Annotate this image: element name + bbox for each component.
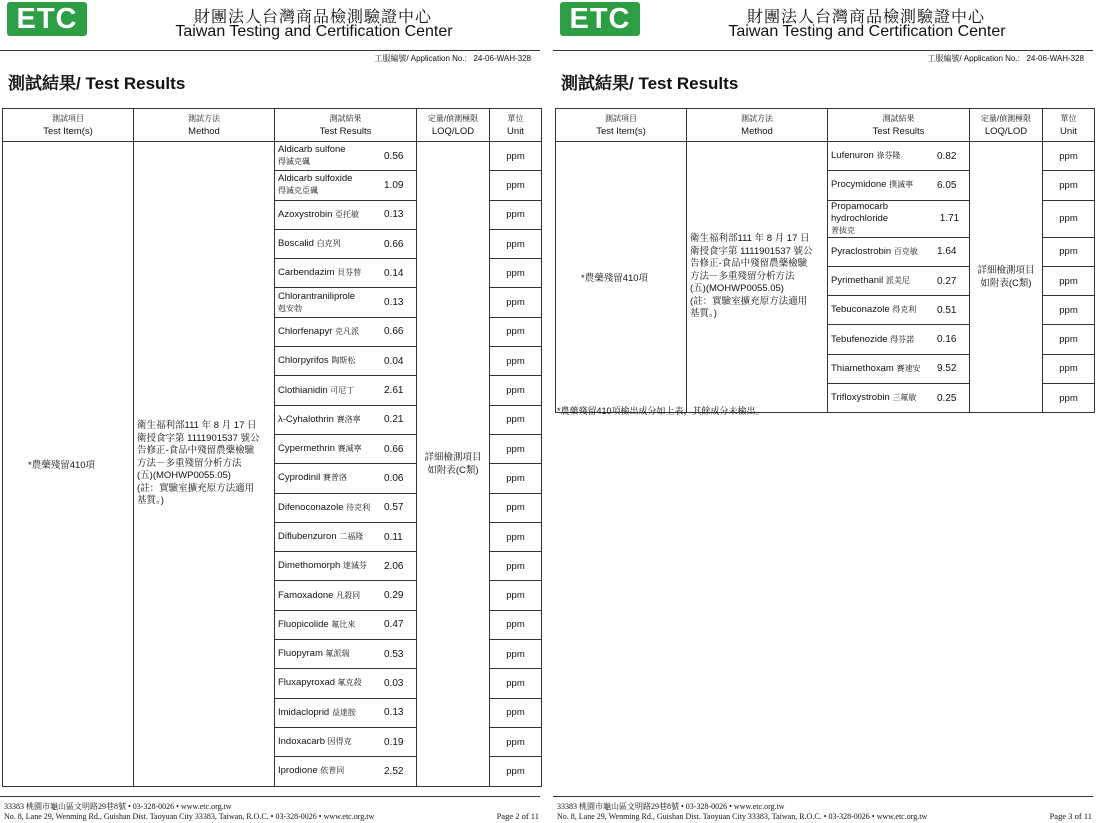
analyte-name-en: Pyrimethanil xyxy=(831,275,884,287)
analyte-cell xyxy=(828,200,970,237)
unit-cell: ppm xyxy=(490,434,542,463)
org-name-cn: 財團法人台灣商品檢測驗證中心 xyxy=(746,7,985,26)
method-line: 衛授食字第 1111901537 號公 xyxy=(137,432,260,444)
table-header-row xyxy=(556,109,1095,142)
analyte-name-cn: 二福隆 xyxy=(339,532,364,541)
analyte-name-cn: 得滅克碸 xyxy=(278,157,310,167)
application-number: 工服編號/ Application No.: 24-06-WAH-328 xyxy=(374,54,531,63)
footer-address-en: No. 8, Lane 29, Wenming Rd., Guishan Dist. Taoyuan City 33383, Taiwan, R.O.C. • 03-328-0026 • www.etc.org.tw xyxy=(4,812,375,821)
analyte-value: 2.52 xyxy=(384,765,404,777)
analyte-name-en: Aldicarb sulfoxide xyxy=(278,173,353,185)
analyte-value: 0.14 xyxy=(384,267,404,279)
analyte-value: 0.66 xyxy=(384,326,404,338)
analyte-name xyxy=(278,765,344,777)
analyte-value: 0.13 xyxy=(384,209,404,221)
unit-cell: ppm xyxy=(490,581,542,610)
analyte-cell xyxy=(275,757,417,786)
loq-cell xyxy=(970,142,1043,413)
page-number: Page 2 of 11 xyxy=(496,811,539,821)
analyte-name-en: Indoxacarb xyxy=(278,736,326,748)
analyte-name-en: Diflubenzuron xyxy=(278,531,337,542)
unit-cell: ppm xyxy=(1043,266,1095,295)
analyte-name-en: Propamocarb hydrochloride xyxy=(831,200,889,224)
unit-cell: ppm xyxy=(490,200,542,229)
analyte-name-cn: 賽滅寧 xyxy=(337,444,362,454)
analyte-name-cn: 普拔克 xyxy=(831,225,855,235)
analyte-value: 0.25 xyxy=(937,392,957,404)
analyte-name-cn: 剋安勃 xyxy=(278,303,302,313)
analyte-name-cn: 賽速安 xyxy=(896,363,921,373)
report-page-2 xyxy=(0,0,545,823)
analyte-name-en: Iprodione xyxy=(278,765,318,777)
analyte-name xyxy=(831,275,910,287)
unit-cell: ppm xyxy=(1043,296,1095,325)
loq-line: 詳細檢測項目 xyxy=(424,451,482,463)
method-cell xyxy=(134,142,275,787)
application-number: 工服編號/ Application No.: 24-06-WAH-328 xyxy=(927,54,1084,63)
analyte-cell xyxy=(275,669,417,698)
analyte-name-cn: 克凡派 xyxy=(335,326,360,336)
analyte-name-cn: 白克列 xyxy=(316,239,341,249)
analyte-cell xyxy=(828,266,970,295)
col-method: 測試方法 Method xyxy=(134,109,275,142)
analyte-cell xyxy=(828,296,970,325)
analyte-name-cn: 因得克 xyxy=(327,737,352,747)
analyte-name-cn: 益達胺 xyxy=(331,707,356,717)
analyte-value: 0.19 xyxy=(384,736,404,748)
unit-cell: ppm xyxy=(490,376,542,405)
results-table xyxy=(2,108,542,787)
unit-cell: ppm xyxy=(490,698,542,727)
org-name-en: Taiwan Testing and Certification Center xyxy=(728,23,1006,40)
analyte-value: 1.64 xyxy=(937,246,957,258)
analyte-name-en: Azoxystrobin xyxy=(278,208,333,220)
analyte-name-en: λ-Cyhalothrin xyxy=(278,413,334,425)
analyte-name-en: Chlorpyrifos xyxy=(278,355,329,367)
analyte-name xyxy=(278,209,359,221)
analyte-name-en: Cypermethrin xyxy=(278,443,336,455)
analyte-value: 0.13 xyxy=(384,297,404,309)
analyte-name xyxy=(278,414,361,426)
analyte-cell xyxy=(275,698,417,727)
analyte-value: 0.66 xyxy=(384,443,404,455)
header-divider xyxy=(0,50,540,51)
analyte-name xyxy=(278,619,355,631)
analyte-cell xyxy=(275,259,417,288)
analyte-name xyxy=(831,246,918,258)
analyte-value: 0.27 xyxy=(937,275,957,287)
method-line: 基質。) xyxy=(690,308,717,320)
analyte-name-cn: 派美尼 xyxy=(885,276,910,286)
analyte-name-en: Imidacloprid xyxy=(278,706,330,718)
test-item-cell: *農藥殘留410項 xyxy=(3,142,134,787)
analyte-name xyxy=(278,531,363,543)
org-name-en: Taiwan Testing and Certification Center xyxy=(175,23,453,40)
analyte-name xyxy=(831,334,914,346)
table-row xyxy=(556,142,1095,171)
analyte-name xyxy=(831,201,938,237)
unit-cell: ppm xyxy=(1043,171,1095,200)
analyte-name-cn: 氟派瑞 xyxy=(325,649,350,659)
loq-line: 如附表(C類) xyxy=(980,278,1032,290)
analyte-name-en: Tebufenozide xyxy=(831,333,888,345)
unit-cell: ppm xyxy=(1043,354,1095,383)
analyte-name-en: Trifloxystrobin xyxy=(831,392,890,404)
analyte-name xyxy=(278,355,355,367)
results-note: *農藥殘留410項檢出成分如上表，其餘成分未檢出。 xyxy=(557,406,765,416)
analyte-name-cn: 凡殺同 xyxy=(336,590,361,600)
analyte-name-en: Chlorantraniliprole xyxy=(278,290,356,302)
analyte-cell xyxy=(275,464,417,493)
analyte-name xyxy=(278,590,360,602)
analyte-name xyxy=(278,173,352,197)
footer-address-cn: 33383 桃園市龜山區文明路29巷8號 • 03-328-0026 • www.etc.org.tw xyxy=(557,802,785,811)
analyte-name xyxy=(278,560,367,572)
analyte-name-cn: 氟比來 xyxy=(331,619,356,629)
method-line: (註：實驗室擴充原方法適用 xyxy=(690,295,808,307)
col-method: 測試方法 Method xyxy=(687,109,828,142)
unit-cell: ppm xyxy=(490,405,542,434)
analyte-name-en: Procymidone xyxy=(831,179,887,191)
unit-cell: ppm xyxy=(490,288,542,317)
analyte-name xyxy=(278,502,370,514)
col-unit: 單位 Unit xyxy=(1043,109,1095,142)
header-divider xyxy=(553,50,1093,51)
analyte-name-en: Boscalid xyxy=(278,238,314,250)
analyte-name-en: Pyraclostrobin xyxy=(831,245,892,257)
analyte-cell xyxy=(275,376,417,405)
analyte-cell xyxy=(275,171,417,200)
analyte-name-cn: 亞托敏 xyxy=(335,209,360,219)
unit-cell: ppm xyxy=(490,464,542,493)
analyte-name-en: Clothianidin xyxy=(278,384,328,396)
analyte-name-en: Fluopicolide xyxy=(278,618,329,630)
analyte-value: 9.52 xyxy=(937,363,957,375)
analyte-name-cn: 陶斯松 xyxy=(331,356,356,366)
analyte-cell xyxy=(275,727,417,756)
analyte-name-cn: 貝芬替 xyxy=(337,268,362,278)
analyte-cell xyxy=(828,325,970,354)
loq-line: 如附表(C類) xyxy=(427,464,479,476)
analyte-name xyxy=(278,267,361,279)
method-cell xyxy=(687,142,828,413)
org-name-cn: 財團法人台灣商品檢測驗證中心 xyxy=(193,7,432,26)
analyte-name-cn: 得克利 xyxy=(892,305,917,315)
analyte-name-cn: 依普同 xyxy=(320,766,345,776)
analyte-name xyxy=(831,363,920,375)
col-test-results: 測試結果 Test Results xyxy=(828,109,970,142)
analyte-value: 0.16 xyxy=(937,334,957,346)
analyte-value: 0.13 xyxy=(384,707,404,719)
unit-cell: ppm xyxy=(490,757,542,786)
analyte-name-en: Aldicarb sulfone xyxy=(278,144,346,156)
loq-cell xyxy=(417,142,490,787)
footer-divider xyxy=(553,796,1093,797)
table-header-row xyxy=(3,109,542,142)
analyte-cell xyxy=(828,354,970,383)
unit-cell: ppm xyxy=(1043,237,1095,266)
analyte-name xyxy=(831,304,916,316)
analyte-cell xyxy=(275,581,417,610)
unit-cell: ppm xyxy=(490,493,542,522)
analyte-name-cn: 氟克殺 xyxy=(337,678,362,688)
analyte-name-en: Dimethomorph xyxy=(278,560,341,572)
method-line: 方法－多重殘留分析方法 xyxy=(137,457,242,469)
analyte-name-cn: 待克利 xyxy=(346,502,371,512)
etc-logo: ETC xyxy=(7,2,87,36)
footer-address-cn: 33383 桃園市龜山區文明路29巷8號 • 03-328-0026 • www.etc.org.tw xyxy=(4,802,232,811)
analyte-cell xyxy=(275,288,417,317)
unit-cell: ppm xyxy=(490,142,542,171)
analyte-value: 0.11 xyxy=(384,531,403,543)
analyte-cell xyxy=(275,405,417,434)
footer-address-en: No. 8, Lane 29, Wenming Rd., Guishan Dist. Taoyuan City 33383, Taiwan, R.O.C. • 03-328-0026 • www.etc.org.tw xyxy=(557,812,928,821)
analyte-name xyxy=(278,707,356,719)
analyte-name-en: Famoxadone xyxy=(278,589,334,601)
analyte-value: 0.06 xyxy=(384,472,404,484)
method-line: (五)(MOHWP0055.05) xyxy=(690,283,784,295)
analyte-cell xyxy=(275,229,417,258)
analyte-name-cn: 可尼丁 xyxy=(330,385,355,395)
unit-cell: ppm xyxy=(1043,325,1095,354)
col-test-item: 測試項目 Test Item(s) xyxy=(556,109,687,142)
unit-cell: ppm xyxy=(490,522,542,551)
unit-cell: ppm xyxy=(490,640,542,669)
unit-cell: ppm xyxy=(490,317,542,346)
analyte-name xyxy=(831,179,913,191)
analyte-name-en: Carbendazim xyxy=(278,267,335,279)
analyte-name xyxy=(278,238,341,250)
analyte-cell xyxy=(275,552,417,581)
analyte-name-cn: 得芬諾 xyxy=(890,334,915,344)
results-table xyxy=(555,108,1095,413)
col-loq-lod: 定量/偵測極限 LOQ/LOD xyxy=(970,109,1043,142)
analyte-name-en: Fluopyram xyxy=(278,648,323,660)
unit-cell: ppm xyxy=(1043,200,1095,237)
analyte-value: 0.57 xyxy=(384,502,404,514)
page-number: Page 3 of 11 xyxy=(1049,811,1092,821)
col-unit: 單位 Unit xyxy=(490,109,542,142)
unit-cell: ppm xyxy=(490,171,542,200)
unit-cell: ppm xyxy=(490,727,542,756)
analyte-name-en: Tebuconazole xyxy=(831,304,890,316)
analyte-name-cn: 得滅克亞碸 xyxy=(278,186,318,196)
analyte-cell xyxy=(275,347,417,376)
analyte-name xyxy=(278,144,346,168)
analyte-value: 0.66 xyxy=(384,238,404,250)
test-item-cell: *農藥殘留410項 xyxy=(556,142,687,413)
results-title: 測試結果/ Test Results xyxy=(561,74,739,93)
analyte-name-en: Difenoconazole xyxy=(278,501,344,513)
analyte-cell xyxy=(275,142,417,171)
results-title: 測試結果/ Test Results xyxy=(8,74,186,93)
analyte-name-cn: 撲滅寧 xyxy=(889,180,914,190)
analyte-cell xyxy=(275,200,417,229)
analyte-name xyxy=(278,385,354,397)
analyte-name-en: Fluxapyroxad xyxy=(278,677,336,689)
analyte-name-cn: 祿芬隆 xyxy=(876,151,901,161)
analyte-cell xyxy=(828,142,970,171)
analyte-name xyxy=(278,677,362,689)
analyte-value: 1.09 xyxy=(384,179,404,191)
method-line: 方法－多重殘留分析方法 xyxy=(690,270,795,282)
unit-cell: ppm xyxy=(490,669,542,698)
col-loq-lod: 定量/偵測極限 LOQ/LOD xyxy=(417,109,490,142)
analyte-name-cn: 達滅芬 xyxy=(342,561,367,571)
analyte-name xyxy=(278,736,352,748)
analyte-value: 0.03 xyxy=(384,677,404,689)
analyte-cell xyxy=(828,384,970,413)
analyte-value: 2.61 xyxy=(384,385,404,397)
analyte-name-cn: 賽普洛 xyxy=(322,473,347,483)
method-line: 衛授食字第 1111901537 號公 xyxy=(690,245,813,257)
analyte-cell xyxy=(275,493,417,522)
analyte-value: 0.51 xyxy=(937,304,957,316)
analyte-value: 0.56 xyxy=(384,150,404,162)
analyte-name xyxy=(278,472,347,484)
analyte-cell xyxy=(275,610,417,639)
analyte-name-cn: 三氟敏 xyxy=(892,393,917,403)
analyte-value: 0.53 xyxy=(384,648,404,660)
unit-cell: ppm xyxy=(490,610,542,639)
analyte-name-cn: 賽洛寧 xyxy=(336,414,361,424)
analyte-name xyxy=(278,326,359,338)
method-line: 衛生福利部111 年 8 月 17 日 xyxy=(137,420,257,432)
analyte-cell xyxy=(828,237,970,266)
method-line: 告修正-食品中殘留農藥檢驗 xyxy=(137,445,255,457)
unit-cell: ppm xyxy=(1043,142,1095,171)
analyte-name xyxy=(278,443,362,455)
unit-cell: ppm xyxy=(1043,384,1095,413)
analyte-value: 0.82 xyxy=(937,150,957,162)
analyte-value: 0.29 xyxy=(384,590,404,602)
method-line: (註：實驗室擴充原方法適用 xyxy=(137,482,255,494)
analyte-name xyxy=(831,392,916,404)
method-line: 衛生福利部111 年 8 月 17 日 xyxy=(690,233,810,245)
analyte-name-en: Lufenuron xyxy=(831,150,874,162)
unit-cell: ppm xyxy=(490,229,542,258)
analyte-name xyxy=(831,150,900,162)
analyte-cell xyxy=(275,317,417,346)
analyte-value: 1.71 xyxy=(939,213,960,225)
analyte-value: 2.06 xyxy=(384,560,404,572)
analyte-value: 0.21 xyxy=(384,414,404,426)
table-row xyxy=(3,142,542,171)
unit-cell: ppm xyxy=(490,347,542,376)
report-page-3 xyxy=(553,0,1098,823)
method-line: 告修正-食品中殘留農藥檢驗 xyxy=(690,258,808,270)
analyte-value: 6.05 xyxy=(937,179,957,191)
loq-line: 詳細檢測項目 xyxy=(977,265,1035,277)
analyte-name-en: Thiamethoxam xyxy=(831,362,894,374)
analyte-name-cn: 百克敏 xyxy=(893,246,918,256)
unit-cell: ppm xyxy=(490,552,542,581)
analyte-cell xyxy=(275,640,417,669)
etc-logo: ETC xyxy=(560,2,640,36)
analyte-name xyxy=(278,648,350,660)
col-test-item: 測試項目 Test Item(s) xyxy=(3,109,134,142)
analyte-name-en: Chlorfenapyr xyxy=(278,325,333,337)
analyte-name-en: Cyprodinil xyxy=(278,472,321,484)
analyte-value: 0.04 xyxy=(384,355,404,367)
analyte-name xyxy=(278,291,355,315)
col-test-results: 測試結果 Test Results xyxy=(275,109,417,142)
method-line: 基質。) xyxy=(137,495,164,507)
unit-cell: ppm xyxy=(490,259,542,288)
footer-divider xyxy=(0,796,540,797)
analyte-value: 0.47 xyxy=(384,619,404,631)
analyte-cell xyxy=(275,434,417,463)
analyte-cell xyxy=(828,171,970,200)
analyte-cell xyxy=(275,522,417,551)
method-line: (五)(MOHWP0055.05) xyxy=(137,470,231,482)
